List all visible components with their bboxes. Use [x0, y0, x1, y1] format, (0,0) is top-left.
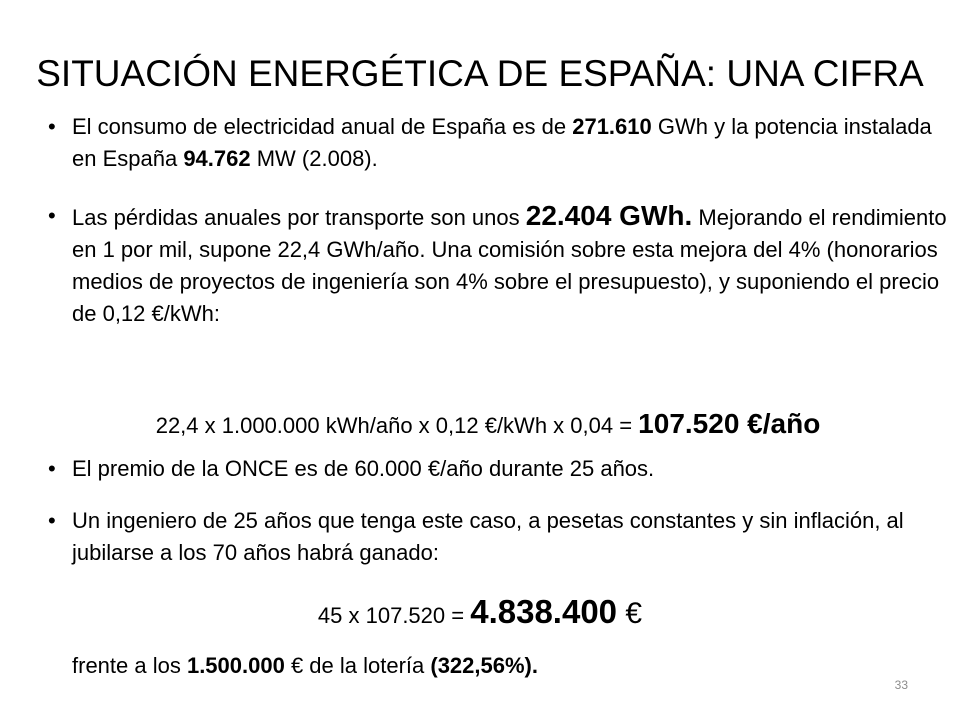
bullet-text: El premio de la ONCE es de 60.000 €/año durante 25 años.: [72, 456, 655, 481]
text-run: Mejorando el rendimiento en 1 por mil, supone 22,4 GWh/año. Una comisión sobre esta mejora del 4% (honorarios medios de proyectos de ingeniería son 4% sobre el presupuesto), y suponiendo el precio de 0,12 €/kWh:: [72, 205, 947, 326]
lottery-value: 1.500.000: [186, 653, 285, 678]
page-number: 33: [894, 678, 908, 692]
total-equation: [0, 592, 960, 636]
equation-result: 107.520 €/año: [638, 408, 821, 439]
bullet-text: [72, 111, 942, 175]
consumption-value: 271.610: [572, 114, 652, 139]
bullet-marker: •: [48, 203, 56, 228]
equation-expression: 22,4 x 1.000.000 kWh/año x 0,12 €/kWh x 0,04 =: [155, 413, 639, 438]
bullet-marker: •: [48, 114, 56, 139]
conclusion-line: [72, 648, 932, 684]
commission-equation: [0, 404, 960, 446]
text-run: El consumo de electricidad anual de España es de: [72, 114, 573, 139]
bullet-marker: •: [48, 456, 56, 481]
bullet-text: Un ingeniero de 25 años que tenga este caso, a pesetas constantes y sin inflación, al jubilarse a los 70 años habrá ganado:: [72, 508, 904, 565]
installed-power-value: 94.762: [183, 146, 251, 171]
equation-expression: 45 x 107.520 =: [317, 603, 471, 628]
text-run: € de la lotería: [284, 653, 431, 678]
bullet-text: [72, 200, 952, 330]
percentage-value: (322,56%).: [430, 653, 538, 678]
bullet-marker: •: [48, 508, 56, 533]
text-run: Las pérdidas anuales por transporte son unos: [72, 205, 526, 230]
losses-value: 22.404 GWh.: [525, 200, 693, 231]
equation-result: 4.838.400: [470, 593, 618, 630]
equation-unit: €: [617, 597, 643, 630]
slide-title: SITUACIÓN ENERGÉTICA DE ESPAÑA: UNA CIFRA: [36, 53, 924, 94]
text-run: GWh y la potencia instalada en España: [72, 114, 932, 171]
text-run: frente a los: [72, 653, 187, 678]
text-run: MW (2.008).: [250, 146, 378, 171]
